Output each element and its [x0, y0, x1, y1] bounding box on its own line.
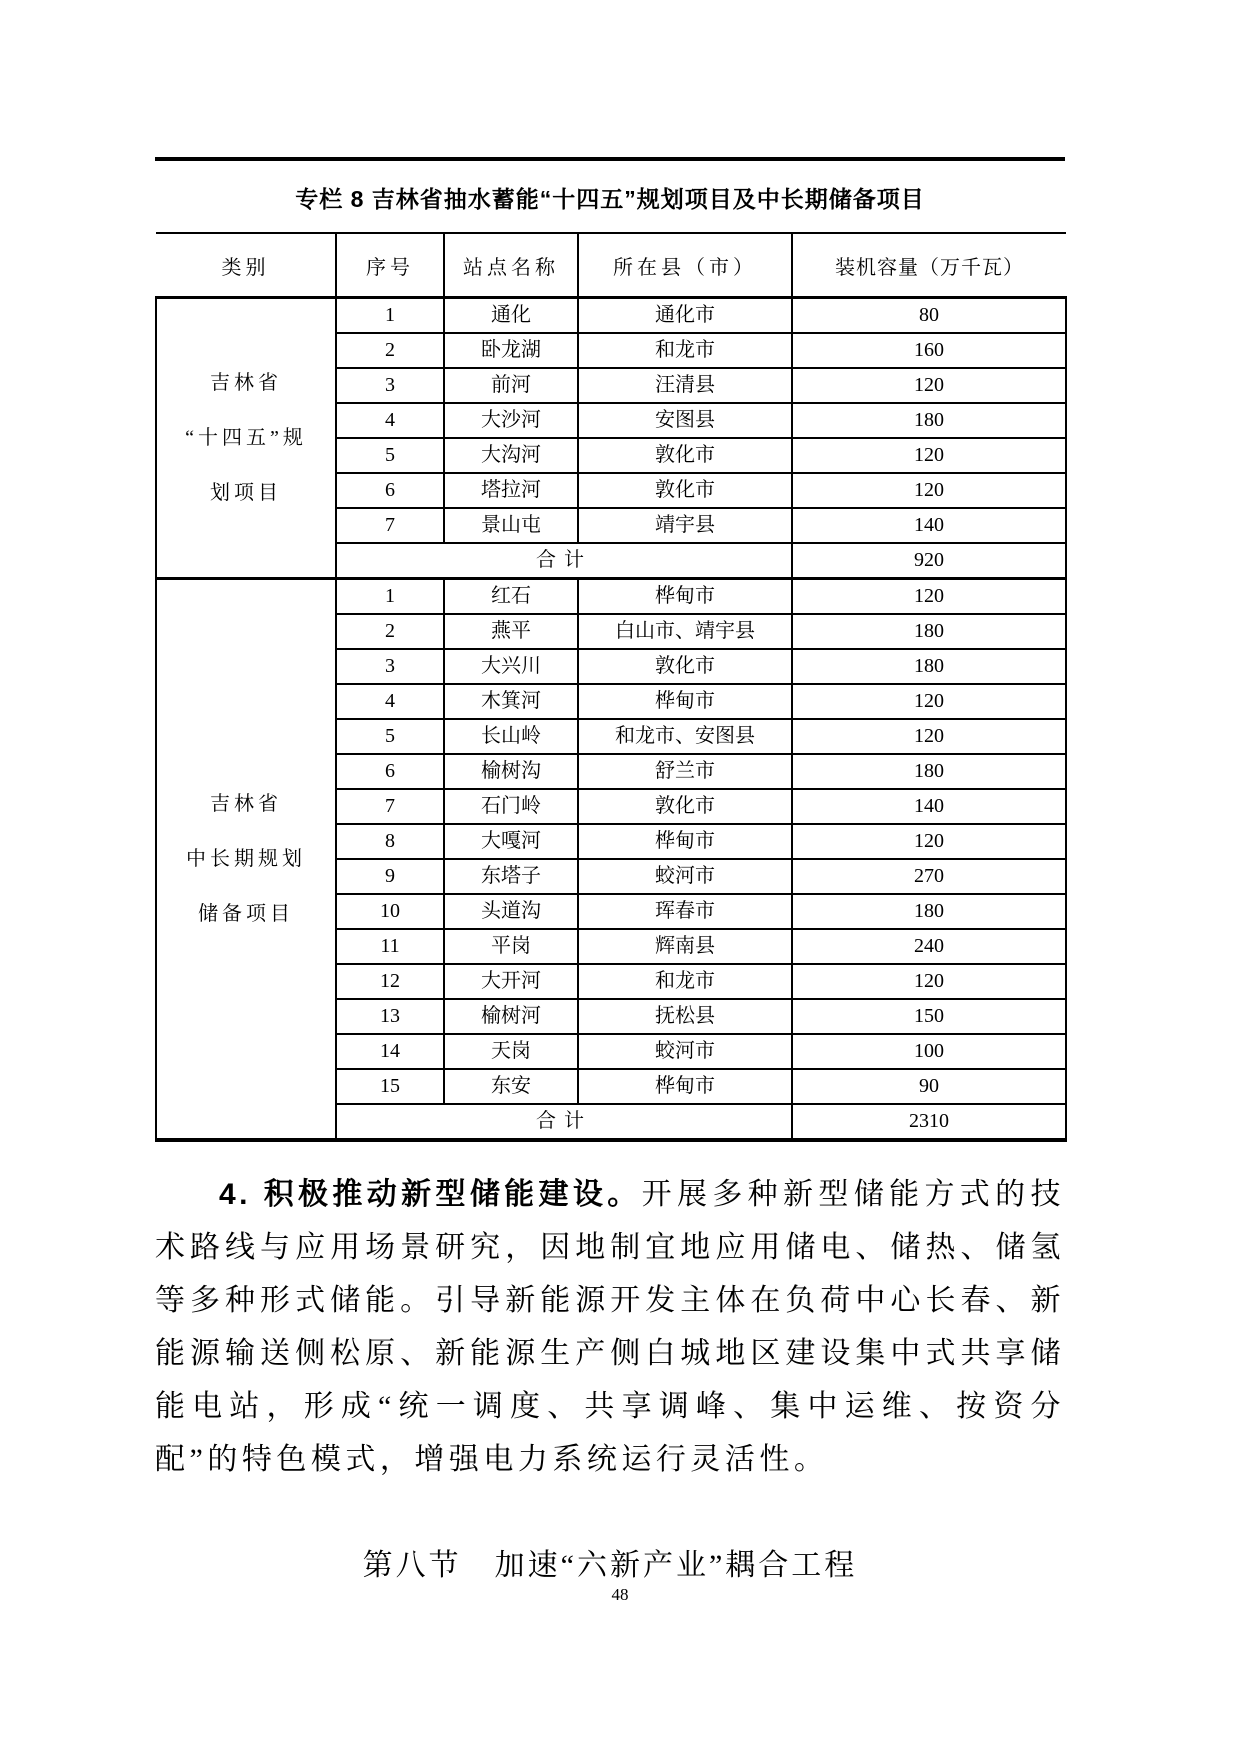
county-cell: 蛟河市 [578, 1034, 792, 1069]
county-cell: 安图县 [578, 403, 792, 438]
county-cell: 白山市、靖宇县 [578, 614, 792, 649]
site-name-cell: 大嘎河 [444, 824, 578, 859]
seq-cell: 8 [336, 824, 444, 859]
capacity-cell: 120 [792, 579, 1066, 615]
seq-cell: 6 [336, 754, 444, 789]
county-cell: 桦甸市 [578, 824, 792, 859]
capacity-cell: 120 [792, 824, 1066, 859]
site-name-cell: 大沟河 [444, 438, 578, 473]
site-name-cell: 木箕河 [444, 684, 578, 719]
county-cell: 桦甸市 [578, 579, 792, 615]
category-line: 吉林省 [210, 792, 282, 815]
county-cell: 敦化市 [578, 473, 792, 508]
county-cell: 蛟河市 [578, 859, 792, 894]
capacity-cell: 120 [792, 368, 1066, 403]
site-name-cell: 卧龙湖 [444, 333, 578, 368]
capacity-cell: 240 [792, 929, 1066, 964]
county-cell: 抚松县 [578, 999, 792, 1034]
site-name-cell: 头道沟 [444, 894, 578, 929]
county-cell: 敦化市 [578, 789, 792, 824]
site-name-cell: 天岗 [444, 1034, 578, 1069]
category-line: “十四五”规 [185, 426, 307, 449]
capacity-cell: 160 [792, 333, 1066, 368]
site-name-cell: 石门岭 [444, 789, 578, 824]
capacity-cell: 100 [792, 1034, 1066, 1069]
capacity-cell: 120 [792, 684, 1066, 719]
total-label-cell: 合计 [336, 1104, 792, 1140]
seq-cell: 7 [336, 508, 444, 543]
capacity-cell: 180 [792, 649, 1066, 684]
col-header-capacity: 装机容量（万千瓦） [792, 233, 1066, 298]
seq-cell: 3 [336, 368, 444, 403]
capacity-cell: 180 [792, 403, 1066, 438]
capacity-cell: 90 [792, 1069, 1066, 1104]
col-header-site-name: 站点名称 [444, 233, 578, 298]
capacity-cell: 180 [792, 614, 1066, 649]
capacity-cell: 140 [792, 508, 1066, 543]
site-name-cell: 前河 [444, 368, 578, 403]
seq-cell: 6 [336, 473, 444, 508]
site-name-cell: 大兴川 [444, 649, 578, 684]
body-paragraph [155, 1168, 1065, 1486]
county-cell: 桦甸市 [578, 1069, 792, 1104]
paragraph-body: 开展多种新型储能方式的技术路线与应用场景研究，因地制宜地应用储电、储热、储氢等多种形式储能。引导新能源开发主体在负荷中心长春、新能源输送侧松原、新能源生产侧白城地区建设集中式共享储能电站，形成“统一调度、共享调峰、集中运维、按资分配”的特色模式，增强电力系统运行灵活性。 [155, 1178, 1066, 1476]
site-name-cell: 通化 [444, 298, 578, 334]
seq-cell: 5 [336, 719, 444, 754]
capacity-cell: 120 [792, 964, 1066, 999]
capacity-cell: 80 [792, 298, 1066, 334]
seq-cell: 13 [336, 999, 444, 1034]
county-cell: 通化市 [578, 298, 792, 334]
site-name-cell: 红石 [444, 579, 578, 615]
site-name-cell: 景山屯 [444, 508, 578, 543]
site-name-cell: 塔拉河 [444, 473, 578, 508]
total-label-cell: 合计 [336, 543, 792, 579]
capacity-cell: 150 [792, 999, 1066, 1034]
category-line: 吉林省 [210, 371, 282, 394]
seq-cell: 2 [336, 333, 444, 368]
capacity-cell: 140 [792, 789, 1066, 824]
category-cell [156, 579, 336, 1141]
seq-cell: 7 [336, 789, 444, 824]
category-line: 储备项目 [198, 902, 294, 925]
capacity-cell: 180 [792, 754, 1066, 789]
seq-cell: 9 [336, 859, 444, 894]
total-value-cell: 920 [792, 543, 1066, 579]
county-cell: 靖宇县 [578, 508, 792, 543]
seq-cell: 4 [336, 684, 444, 719]
seq-cell: 1 [336, 579, 444, 615]
site-name-cell: 大沙河 [444, 403, 578, 438]
paragraph-lead: 4. 积极推动新型储能建设。 [219, 1178, 642, 1211]
county-cell: 舒兰市 [578, 754, 792, 789]
category-line: 划项目 [210, 481, 282, 504]
county-cell: 汪清县 [578, 368, 792, 403]
table-row [156, 298, 1066, 334]
capacity-cell: 120 [792, 438, 1066, 473]
table-row [156, 579, 1066, 615]
col-header-county: 所在县（市） [578, 233, 792, 298]
county-cell: 和龙市 [578, 333, 792, 368]
site-name-cell: 大开河 [444, 964, 578, 999]
table-header-row [156, 233, 1066, 298]
seq-cell: 15 [336, 1069, 444, 1104]
page-number: 48 [611, 1585, 629, 1604]
category-cell [156, 298, 336, 579]
section-heading: 第八节 加速“六新产业”耦合工程 [362, 1549, 858, 1582]
category-line: 中长期规划 [186, 847, 306, 870]
seq-cell: 12 [336, 964, 444, 999]
county-cell: 珲春市 [578, 894, 792, 929]
county-cell: 和龙市 [578, 964, 792, 999]
site-name-cell: 长山岭 [444, 719, 578, 754]
county-cell: 敦化市 [578, 438, 792, 473]
seq-cell: 14 [336, 1034, 444, 1069]
county-cell: 和龙市、安图县 [578, 719, 792, 754]
col-header-category: 类别 [156, 233, 336, 298]
site-name-cell: 东安 [444, 1069, 578, 1104]
site-name-cell: 榆树沟 [444, 754, 578, 789]
site-name-cell: 东塔子 [444, 859, 578, 894]
capacity-cell: 180 [792, 894, 1066, 929]
seq-cell: 2 [336, 614, 444, 649]
site-name-cell: 平岗 [444, 929, 578, 964]
capacity-cell: 270 [792, 859, 1066, 894]
county-cell: 敦化市 [578, 649, 792, 684]
seq-cell: 11 [336, 929, 444, 964]
capacity-cell: 120 [792, 719, 1066, 754]
seq-cell: 10 [336, 894, 444, 929]
seq-cell: 4 [336, 403, 444, 438]
col-header-seq: 序号 [336, 233, 444, 298]
table-body [156, 298, 1066, 1141]
total-value-cell: 2310 [792, 1104, 1066, 1140]
site-name-cell: 榆树河 [444, 999, 578, 1034]
seq-cell: 3 [336, 649, 444, 684]
capacity-cell: 120 [792, 473, 1066, 508]
county-cell: 辉南县 [578, 929, 792, 964]
county-cell: 桦甸市 [578, 684, 792, 719]
page-content [155, 157, 1065, 1584]
seq-cell: 1 [336, 298, 444, 334]
projects-table [155, 232, 1067, 1142]
table-title: 专栏 8 吉林省抽水蓄能“十四五”规划项目及中长期储备项目 [295, 186, 925, 212]
seq-cell: 5 [336, 438, 444, 473]
site-name-cell: 燕平 [444, 614, 578, 649]
